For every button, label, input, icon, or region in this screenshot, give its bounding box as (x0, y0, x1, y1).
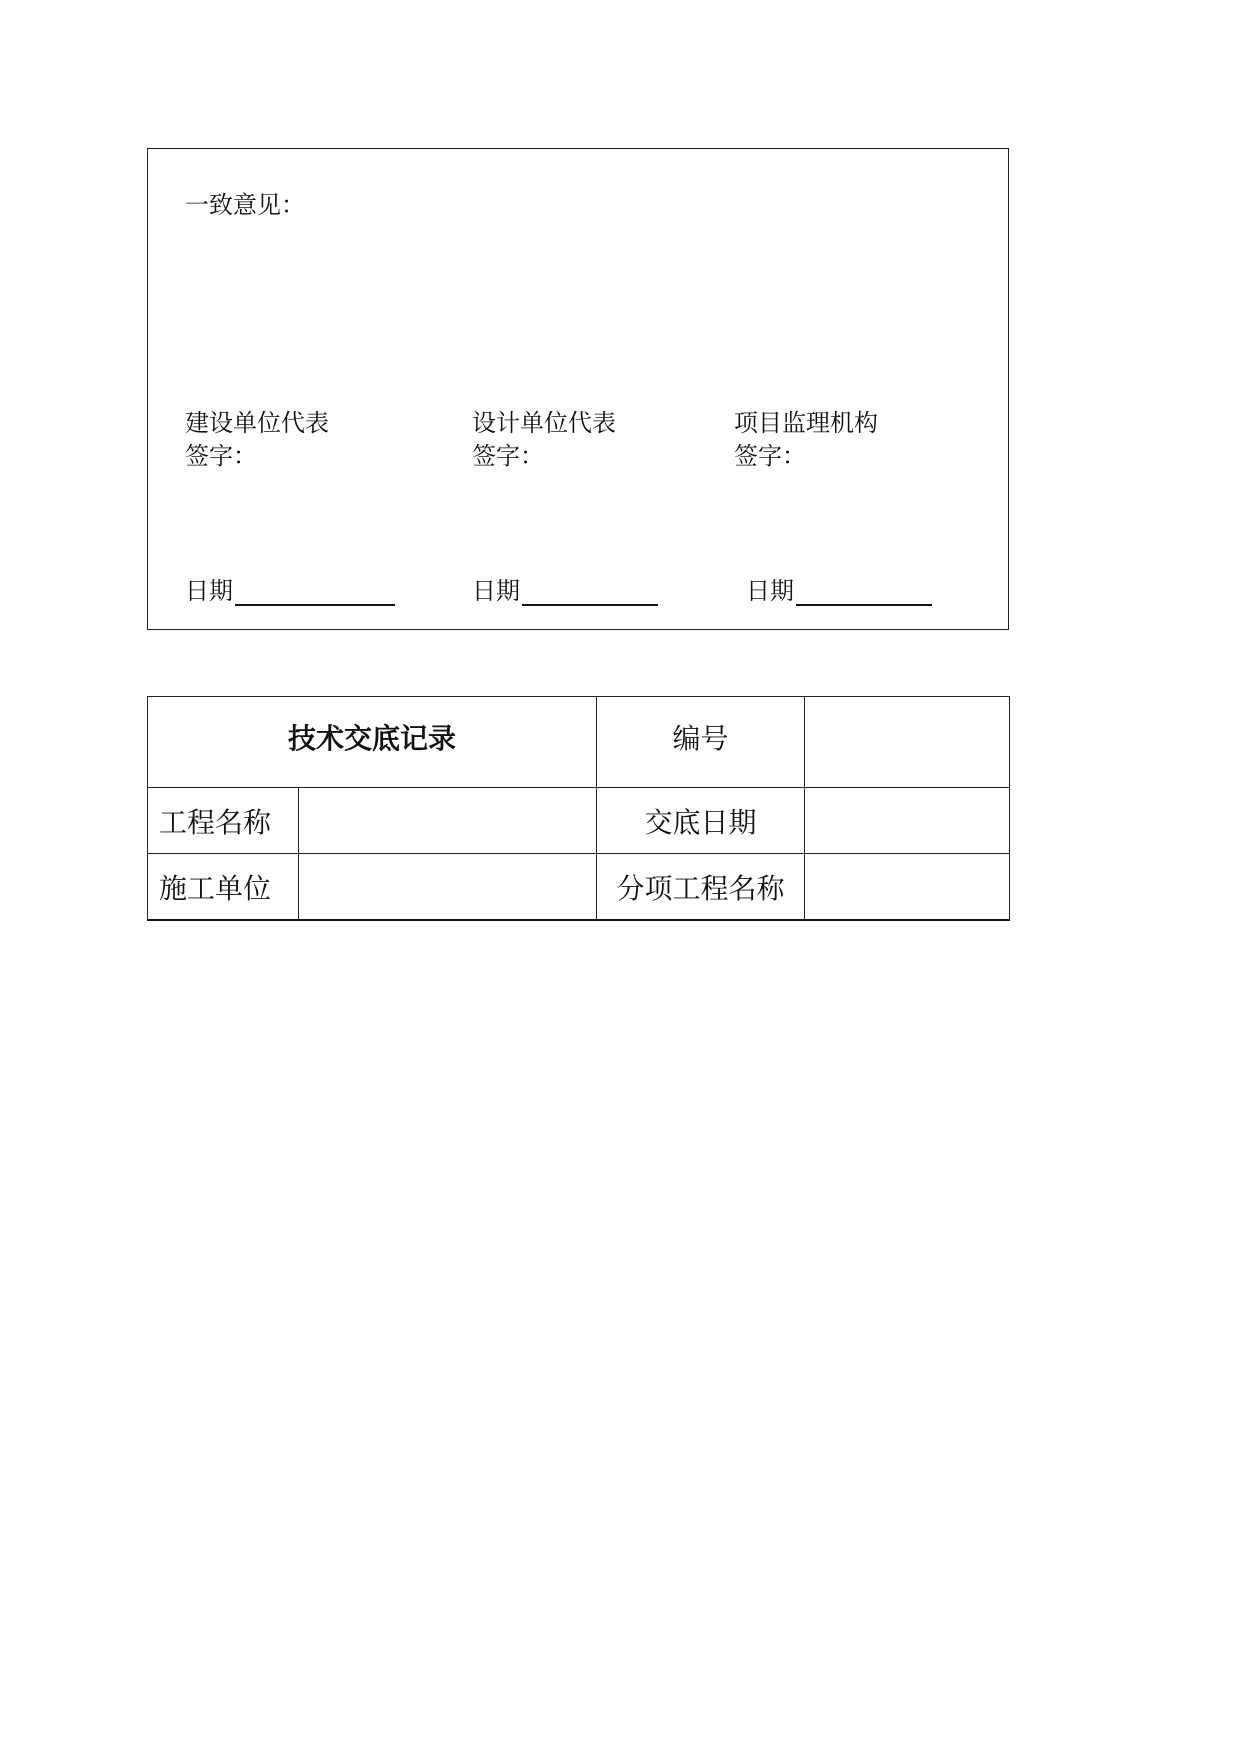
opinion-label: 一致意见： (185, 191, 305, 219)
handover-date-label: 交底日期 (597, 788, 805, 854)
technical-handover-table (147, 696, 1010, 921)
project-name-value-cell[interactable] (299, 788, 597, 854)
signatory-design-unit (472, 407, 616, 473)
date-label: 日期 (746, 577, 794, 605)
signature-label: 签字： (472, 442, 544, 470)
subitem-name-value-cell[interactable] (805, 854, 1010, 921)
code-value-cell[interactable] (805, 697, 1010, 788)
code-label: 编号 (597, 697, 805, 788)
signatory-role: 设计单位代表 (472, 409, 616, 437)
signatory-role: 项目监理机构 (734, 409, 878, 437)
date-field-design-unit[interactable] (472, 571, 658, 606)
opinion-box (147, 148, 1009, 630)
date-field-construction-unit[interactable] (185, 571, 395, 606)
date-blank-line[interactable] (796, 578, 932, 606)
signatory-role: 建设单位代表 (185, 409, 329, 437)
date-label: 日期 (472, 577, 520, 605)
date-blank-line[interactable] (235, 578, 395, 606)
date-blank-line[interactable] (522, 578, 658, 606)
construction-unit-label: 施工单位 (148, 854, 299, 921)
table-row (148, 788, 1010, 854)
handover-date-value-cell[interactable] (805, 788, 1010, 854)
signature-label: 签字： (734, 442, 806, 470)
signatory-supervision (734, 407, 878, 473)
date-field-supervision[interactable] (746, 571, 932, 606)
construction-unit-value-cell[interactable] (299, 854, 597, 921)
signature-label: 签字： (185, 442, 257, 470)
table-row (148, 854, 1010, 921)
subitem-name-label: 分项工程名称 (597, 854, 805, 921)
signatory-construction-unit (185, 407, 329, 473)
project-name-label: 工程名称 (148, 788, 299, 854)
record-title: 技术交底记录 (148, 697, 597, 788)
date-label: 日期 (185, 577, 233, 605)
table-row (148, 697, 1010, 788)
